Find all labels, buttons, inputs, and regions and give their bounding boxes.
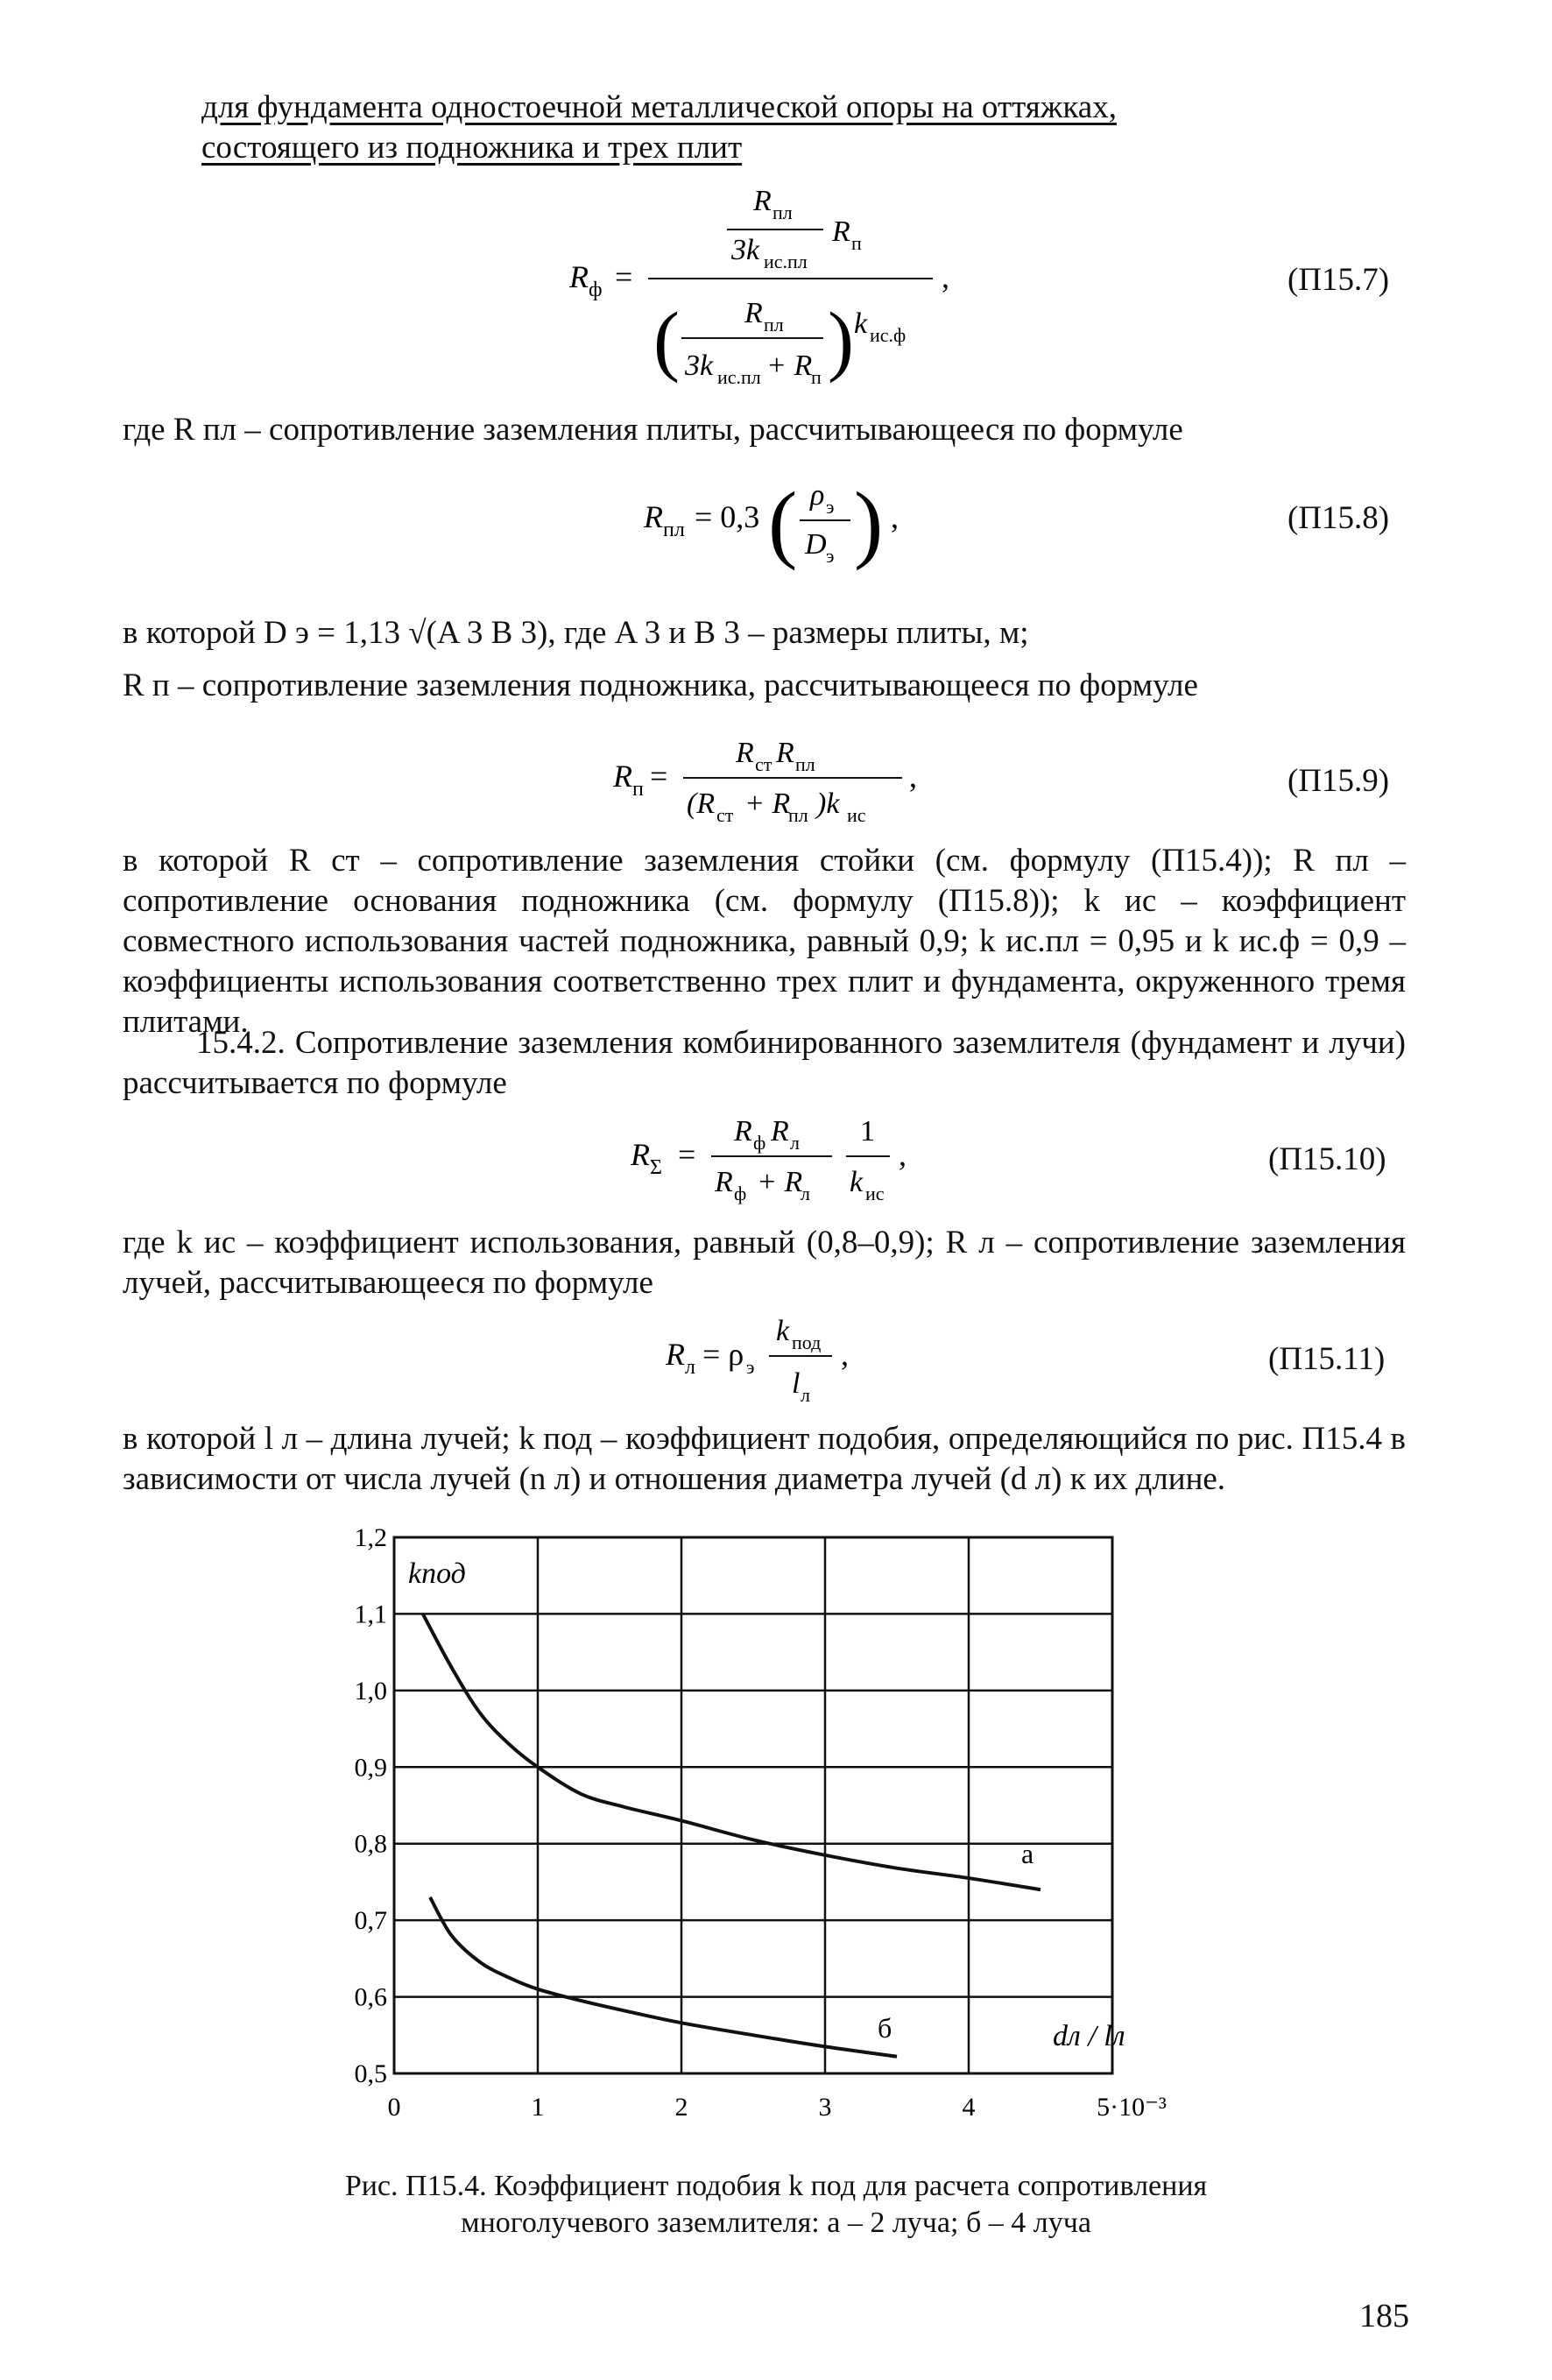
svg-text:пл: пл (772, 201, 793, 223)
y-tick-label: 0,8 (354, 1829, 387, 1859)
svg-text:)k: )k (816, 787, 840, 820)
formula-p15-8 (644, 456, 933, 578)
svg-text:под: под (792, 1331, 822, 1353)
svg-text:3k: 3k (685, 350, 714, 382)
heading-line-2: состоящего из подножника и трех плит (201, 130, 743, 166)
svg-text:=: = (650, 759, 668, 794)
svg-text:R: R (715, 1166, 733, 1198)
svg-text:ρ: ρ (810, 479, 825, 512)
svg-text:л: л (801, 1183, 810, 1204)
svg-text:R: R (776, 737, 794, 769)
chart-grid (394, 1537, 1112, 2073)
y-tick-label: 1,1 (354, 1600, 387, 1629)
svg-text:ф: ф (589, 279, 603, 301)
svg-text:R: R (631, 1137, 650, 1172)
eq-number-p15-9: (П15.9) (1287, 763, 1390, 799)
formula-p15-11 (666, 1305, 893, 1428)
paragraph-kpod-definition: в которой l л – длина лучей; k под – коэффициент подобия, определяющийся по рис. П15.4 в зависимости от числа лучей (n л) и отношения диаметра лучей (d л) к их длине. (123, 1421, 1406, 1497)
formula-p15-7 (569, 175, 1042, 394)
svg-text:= ρ: = ρ (702, 1337, 744, 1372)
svg-text:=: = (615, 259, 633, 294)
svg-text:k: k (776, 1315, 790, 1347)
paragraph-rst-definitions: в которой R ст – сопротивление заземления стойки (см. формулу (П15.4)); R пл – сопротивление основания подножника (см. формулу (П15.8)); k ис – коэффициент совместного использования частей подножника, равный 0,9; k ис.пл = 0,95 и k ис.ф = 0,9 – коэффициенты использования соответственно трех плит и фундамента, окруженного тремя плитами. (123, 843, 1406, 1040)
similarity-coefficient-chart (333, 1520, 1174, 2150)
svg-text:пл: пл (663, 519, 685, 541)
svg-text:ис: ис (847, 804, 866, 826)
svg-text:ст: ст (755, 753, 772, 775)
formula-p15-10 (631, 1105, 998, 1219)
svg-text:R: R (569, 259, 589, 294)
series-label: а (1021, 1838, 1034, 1870)
x-tick-label: 2 (674, 2093, 688, 2122)
chart-y-label: kпод (408, 1557, 466, 1590)
svg-text:пл: пл (788, 804, 808, 826)
y-tick-label: 1,0 (354, 1676, 387, 1706)
svg-text:Σ: Σ (650, 1156, 662, 1179)
svg-text:R: R (644, 499, 663, 534)
svg-text:п: п (851, 232, 862, 254)
y-tick-label: 0,7 (354, 1906, 387, 1936)
svg-text:=: = (678, 1137, 696, 1172)
svg-text:пл: пл (764, 314, 784, 335)
svg-text:э: э (826, 496, 835, 518)
svg-text:э: э (746, 1356, 755, 1378)
x-tick-label: 3 (818, 2093, 832, 2122)
paragraph-rp-definition: R п – сопротивление заземления подножника, рассчитывающееся по формуле (123, 667, 1198, 703)
svg-text:ис.пл: ис.пл (717, 366, 761, 388)
svg-text:k: k (850, 1166, 864, 1198)
series-label: б (878, 2011, 892, 2044)
chart-x-label: dл / lл (1053, 2020, 1125, 2052)
svg-text:ис: ис (865, 1183, 885, 1204)
svg-text:R: R (734, 1115, 752, 1148)
y-tick-label: 0,5 (354, 2059, 387, 2088)
svg-text:+ R: + R (766, 350, 813, 382)
svg-text:R: R (771, 1115, 789, 1148)
svg-text:l: l (792, 1367, 801, 1400)
svg-text:= 0,3: = 0,3 (695, 499, 760, 534)
svg-text:): ) (854, 474, 884, 571)
heading-line-1: для фундамента одностоечной металлической опоры на оттяжках, (201, 89, 1117, 125)
svg-text:л: л (685, 1356, 695, 1379)
svg-text:пл: пл (795, 753, 815, 775)
y-tick-label: 0,9 (354, 1753, 387, 1783)
svg-text:ф: ф (753, 1132, 766, 1154)
svg-text:(: ( (653, 297, 680, 384)
svg-text:э: э (826, 545, 835, 567)
svg-text:+ R: + R (757, 1166, 803, 1198)
eq-number-p15-10: (П15.10) (1268, 1141, 1386, 1177)
svg-text:(R: (R (687, 787, 716, 820)
svg-text:(: ( (768, 474, 798, 571)
svg-text:R: R (744, 297, 763, 329)
figure-caption-line-2: многолучевого заземлителя: а – 2 луча; б – 4 луча (461, 2207, 1091, 2239)
formula-p15-9 (613, 727, 981, 841)
paragraph-de-definition: в которой D э = 1,13 √(A 3 B 3), где A 3 и B 3 – размеры плиты, м; (123, 615, 1029, 651)
svg-text:R: R (613, 759, 632, 794)
svg-text:3k: 3k (731, 234, 760, 266)
series-line-a (423, 1614, 1041, 1889)
page-number: 185 (1359, 2298, 1409, 2334)
paragraph-section-15-4-2: 15.4.2. Сопротивление заземления комбинированного заземлителя (фундамент и лучи) рассчитывается по формуле (123, 1025, 1406, 1101)
svg-text:,: , (909, 759, 917, 794)
paragraph-rl-definition: где k ис – коэффициент использования, равный (0,8–0,9); R л – сопротивление заземления лучей, рассчитывающееся по формуле (123, 1225, 1406, 1301)
svg-text:+ R: + R (744, 787, 791, 820)
eq-number-p15-8: (П15.8) (1287, 500, 1390, 536)
x-tick-label: 5·10⁻³ (1097, 2093, 1167, 2122)
chart-series (423, 1614, 1041, 2056)
svg-text:R: R (736, 737, 754, 769)
y-tick-label: 0,6 (354, 1982, 387, 2012)
svg-text:,: , (899, 1137, 907, 1172)
svg-text:,: , (841, 1337, 849, 1372)
svg-text:R: R (753, 185, 772, 217)
plot-frame (394, 1537, 1112, 2073)
svg-text:ф: ф (734, 1183, 747, 1204)
svg-text:ис.пл: ис.пл (764, 251, 808, 272)
svg-text:R: R (666, 1337, 685, 1372)
svg-text:,: , (891, 499, 899, 534)
svg-text:D: D (805, 528, 827, 561)
svg-text:п: п (632, 778, 644, 801)
eq-number-p15-11: (П15.11) (1268, 1341, 1386, 1377)
svg-text:л: л (801, 1384, 810, 1406)
svg-text:ст: ст (716, 804, 734, 826)
x-tick-label: 1 (531, 2093, 545, 2122)
x-tick-label: 0 (387, 2093, 401, 2122)
svg-text:ис.ф: ис.ф (870, 324, 907, 346)
svg-text:): ) (828, 297, 854, 384)
svg-text:л: л (790, 1132, 800, 1154)
svg-text:1: 1 (860, 1115, 875, 1148)
y-tick-label: 1,2 (354, 1523, 387, 1552)
svg-text:,: , (942, 259, 949, 294)
svg-text:R: R (832, 215, 850, 248)
x-tick-label: 4 (962, 2093, 976, 2122)
eq-number-p15-7: (П15.7) (1287, 262, 1390, 298)
svg-text:п: п (811, 366, 822, 388)
svg-text:k: k (854, 307, 868, 340)
paragraph-rpl-definition: где R пл – сопротивление заземления плиты, рассчитывающееся по формуле (123, 412, 1183, 448)
figure-caption-line-1: Рис. П15.4. Коэффициент подобия k под для расчета сопротивления (344, 2170, 1208, 2202)
